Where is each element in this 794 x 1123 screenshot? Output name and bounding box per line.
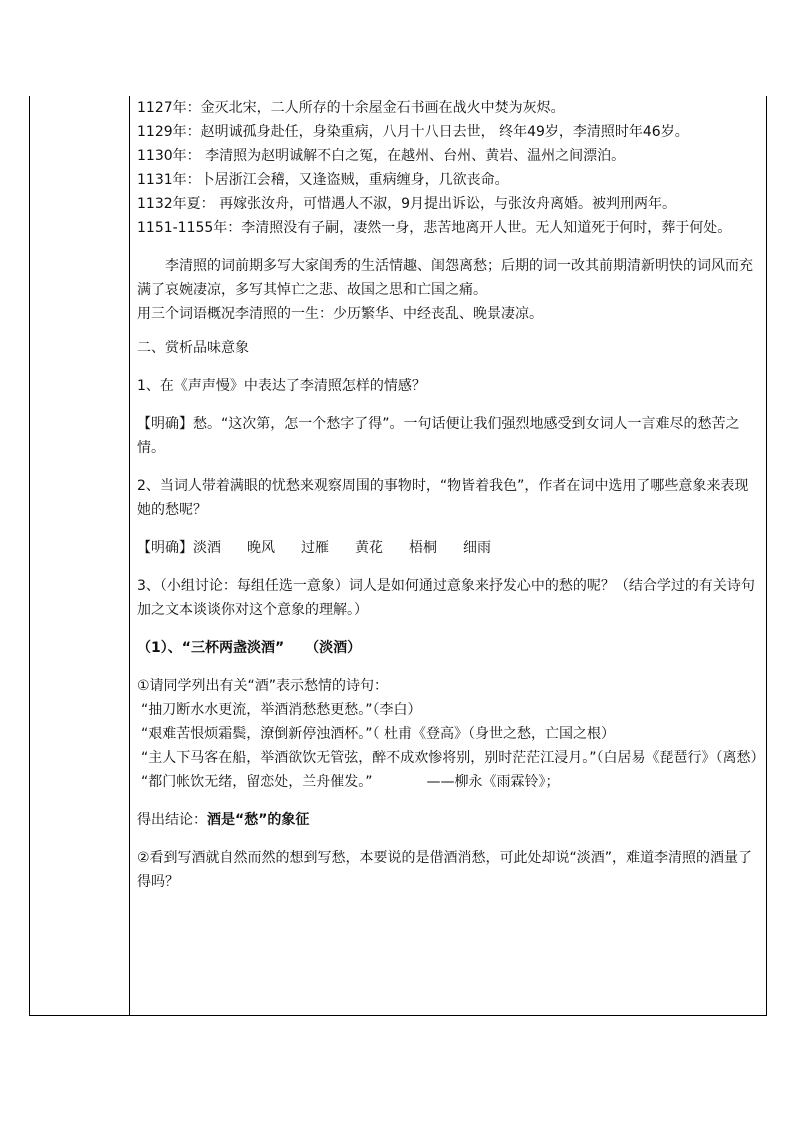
image-item: 过雁 xyxy=(301,540,329,556)
subsection-title: （1）、“三杯两盏淡酒” （淡酒） xyxy=(137,640,362,656)
answer-2-label: 【明确】 xyxy=(137,540,193,556)
timeline-1129: 1129年：赵明诚孤身赴任，身染重病，八月十八日去世， 终年49岁，李清照时年46岁。 xyxy=(137,124,689,140)
answer-2 xyxy=(137,536,759,560)
question-2: 2、当词人带着满眼的忧愁来观察周围的事物时，“物皆着我色”，作者在词中选用了哪些意象来表现她的愁呢？ xyxy=(137,478,749,518)
timeline-1127: 1127年：金灭北宋，二人所存的十余屋金石书画在战火中焚为灰烬。 xyxy=(137,100,565,116)
image-item: 晚风 xyxy=(247,540,275,556)
lesson-content xyxy=(137,96,765,894)
table-column-divider xyxy=(129,96,130,1016)
timeline-1132: 1132年夏： 再嫁张汝舟，可惜遇人不淑，9月提出诉讼，与张汝舟离婚。被判刑两年。 xyxy=(137,196,676,212)
conclusion-emphasis: 酒是“愁”的象征 xyxy=(207,812,310,828)
answer-1: 【明确】愁。“这次第，怎一个愁字了得”。一句话便让我们强烈地感受到女词人一言难尽的愁苦之情。 xyxy=(137,416,740,456)
timeline-1130: 1130年： 李清照为赵明诚解不白之冤，在越州、台州、黄岩、温州之间漂泊。 xyxy=(137,148,626,164)
poem-quote: “抽刀断水水更流，举酒消愁愁更愁。”（李白） xyxy=(141,702,422,718)
poem-quote xyxy=(137,770,759,794)
task-1: ①请同学列出有关“酒”表示愁情的诗句： xyxy=(137,678,389,694)
summary-paragraph: 李清照的词前期多写大家闺秀的生活情趣、闺怨离愁；后期的词一改其前期清新明快的词风而充满了哀婉凄凉，多写其悼亡之悲、故国之思和亡国之痛。 xyxy=(137,258,753,298)
conclusion-prefix: 得出结论： xyxy=(137,812,207,828)
image-item: 梧桐 xyxy=(409,540,437,556)
poem-4-text: “都门帐饮无绪，留恋处，兰舟催发。” xyxy=(141,774,373,790)
section-heading: 二、赏析品味意象 xyxy=(137,340,249,356)
task-2: ②看到写酒就自然而然的想到写愁，本要说的是借酒消愁，可此处却说“淡酒”，难道李清照的酒量了得吗？ xyxy=(137,850,753,890)
poem-quote: “艰难苦恨烦霜鬓，潦倒新停浊酒杯。”（ 杜甫《登高》（身世之愁，亡国之根） xyxy=(141,726,615,742)
timeline-1131: 1131年：卜居浙江会稽，又逢盗贼，重病缠身，几欲丧命。 xyxy=(137,172,509,188)
summary-line: 用三个词语概况李清照的一生：少历繁华、中经丧乱、晚景凄凉。 xyxy=(137,306,543,322)
poem-quote: “主人下马客在船，举酒欲饮无管弦，醉不成欢惨将别，别时茫茫江浸月。”（白居易《琵琶行》（离愁） xyxy=(141,750,765,766)
question-3: 3、（小组讨论：每组任选一意象）词人是如何通过意象来抒发心中的愁的呢？（结合学过的有关诗句加之文本谈谈你对这个意象的理解。） xyxy=(137,578,755,618)
question-1: 1、在《声声慢》中表达了李清照怎样的情感？ xyxy=(137,378,426,394)
image-item: 细雨 xyxy=(463,540,491,556)
image-item: 黄花 xyxy=(355,540,383,556)
poem-4-author: ——柳永《雨霖铃》； xyxy=(426,774,560,790)
timeline-1151: 1151-1155年：李清照没有子嗣，凄然一身，悲苦地离开人世。无人知道死于何时，葬于何处。 xyxy=(137,220,732,236)
conclusion xyxy=(137,808,759,832)
image-item: 淡酒 xyxy=(193,540,221,556)
